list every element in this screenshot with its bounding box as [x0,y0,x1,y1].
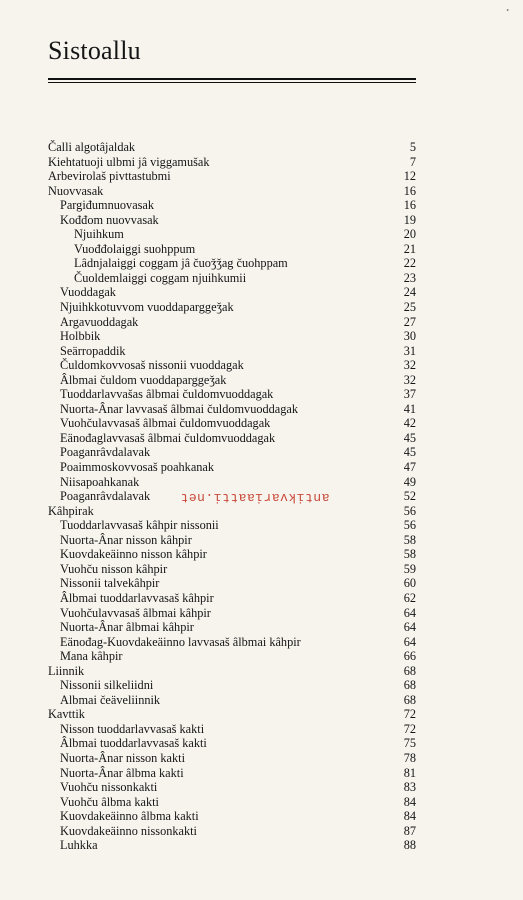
toc-entry-label: Nuorta-Ânar nisson kâhpir [60,532,192,547]
toc-entry-label: Nuorta-Ânar âlbma kakti [60,765,184,780]
toc-entry [48,780,416,795]
toc-entry [48,707,416,722]
toc-entry [48,358,416,373]
toc-entry-label: Kiehtatuoji ulbmi jâ viggamušak [48,154,210,169]
toc-entry-page-number: 84 [403,809,416,824]
toc-entry [48,635,416,650]
toc-entry-label: Luhkka [60,838,98,853]
toc-entry-label: Tuoddarlavvašas âlbmai čuldomvuoddagak [60,387,274,402]
toc-entry [48,795,416,810]
toc-entry-page-number: 23 [403,270,416,285]
toc-entry-label: Âlbmai tuoddarlavvasaš kâhpir [60,590,214,605]
toc-entry [48,649,416,664]
toc-entry-page-number: 68 [403,678,416,693]
toc-entry-label: Čuoldemlaiggi coggam njuihkumii [74,270,247,285]
toc-entry-page-number: 60 [403,576,416,591]
toc-entry [48,373,416,388]
toc-entry-page-number: 20 [403,227,416,242]
toc-entry-page-number: 72 [403,721,416,736]
toc-entry-page-number: 62 [403,590,416,605]
toc-entry-page-number: 42 [403,416,416,431]
toc-entry-page-number: 49 [403,474,416,489]
toc-entry-page-number: 68 [403,692,416,707]
toc-entry-page-number: 81 [403,765,416,780]
toc-entry [48,300,416,315]
toc-entry [48,751,416,766]
toc-entry [48,460,416,475]
toc-entry-page-number: 5 [409,140,416,154]
toc-entry [48,824,416,839]
toc-entry [48,722,416,737]
toc-entry-label: Čuldomkovvosaš nissonii vuoddagak [60,358,244,373]
toc-entry-label: Nuovvasak [48,183,104,198]
toc-entry-label: Nuorta-Ânar nisson kakti [60,750,185,765]
toc-entry [48,387,416,402]
toc-entry-label: Vuođđolaiggi suohppum [74,241,196,256]
toc-entry [48,838,416,853]
toc-entry-label: Lâdnjalaiggi coggam jâ čuoǯǯag čuohppam [74,256,288,271]
toc-entry-page-number: 45 [403,445,416,460]
toc-entry-page-number: 68 [403,663,416,678]
toc-entry-label: Nuorta-Ânar âlbmai kâhpir [60,620,194,635]
toc-entry [48,809,416,824]
toc-entry-label: Kavttik [48,707,85,722]
corner-mark: • [506,6,509,15]
toc-entry [48,475,416,490]
toc-entry-label: Âlbmai čuldom vuoddaparggeǯak [60,372,227,387]
toc-entry-label: Vuoddagak [60,285,116,300]
toc-entry [48,344,416,359]
toc-entry-label: Arbevirolaš pivttastubmi [48,169,171,184]
toc-entry [48,591,416,606]
toc-entry [48,547,416,562]
toc-entry-page-number: 32 [403,358,416,373]
toc-entry [48,256,416,271]
toc-entry-page-number: 45 [403,430,416,445]
toc-entry-label: Nuorta-Ânar lavvasaš âlbmai čuldomvuoddagak [60,401,299,416]
toc-entry [48,504,416,519]
toc-entry-label: Niisapoahkanak [60,474,140,489]
toc-entry-page-number: 21 [403,241,416,256]
toc-entry-page-number: 16 [403,183,416,198]
toc-entry [48,576,416,591]
toc-entry [48,431,416,446]
toc-entry-label: Mana kâhpir [60,649,123,664]
toc-entry-page-number: 30 [403,329,416,344]
page-title: Sistoallu [48,36,141,65]
toc-entry-page-number: 58 [403,532,416,547]
toc-entry [48,620,416,635]
toc-entry-page-number: 27 [403,314,416,329]
toc-entry-label: Kuovdakeäinno âlbma kakti [60,809,199,824]
toc-entry [48,402,416,417]
toc-entry-page-number: 84 [403,794,416,809]
toc-entry-page-number: 47 [403,460,416,475]
toc-entry [48,242,416,257]
toc-entry-page-number: 72 [403,707,416,722]
toc-entry [48,416,416,431]
toc-entry [48,169,416,184]
toc-entry-page-number: 88 [403,838,416,853]
toc-entry-label: Nissonii talvekâhpir [60,576,160,591]
toc-entry-label: Kâhpirak [48,503,94,518]
toc-entry-page-number: 64 [403,620,416,635]
toc-entry-label: Seärropaddik [60,343,126,358]
toc-entry-page-number: 56 [403,518,416,533]
toc-entry-label: Vuohču âlbma kakti [60,794,159,809]
toc-entry [48,198,416,213]
toc-entry-label: Poaganrâvdalavak [60,445,151,460]
toc-entry-page-number: 64 [403,634,416,649]
toc-entry-page-number: 32 [403,372,416,387]
toc-entry [48,562,416,577]
toc-entry-page-number: 78 [403,750,416,765]
toc-entry [48,664,416,679]
toc-entry-page-number: 12 [403,169,416,184]
toc-entry-page-number: 64 [403,605,416,620]
toc-entry-label: Eänođaglavvasaš âlbmai čuldomvuoddagak [60,430,276,445]
toc-entry-page-number: 19 [403,212,416,227]
toc-entry [48,227,416,242]
toc-entry [48,693,416,708]
toc-entry-label: Njuihkum [74,227,124,242]
toc-entry-page-number: 7 [409,154,416,169]
toc-entry [48,518,416,533]
toc-entry [48,315,416,330]
toc-entry-label: Pargiđumnuovasak [60,198,155,213]
toc-entry-label: Poaganrâvdalavak [60,489,151,504]
toc-entry-page-number: 31 [403,343,416,358]
toc-entry-label: Kuovdakeäinno nisson kâhpir [60,547,207,562]
toc-entry-label: Vuohčulavvasaš âlbmai kâhpir [60,605,211,620]
toc-entry-label: Kuovdakeäinno nissonkakti [60,823,197,838]
toc-entry [48,140,416,155]
toc-entry-label: Vuohču nissonkakti [60,780,158,795]
toc-entry-label: Liinnik [48,663,85,678]
toc-entry-page-number: 22 [403,256,416,271]
toc-entry-page-number: 16 [403,198,416,213]
toc-entry [48,736,416,751]
toc-entry-page-number: 83 [403,780,416,795]
toc-entry-page-number: 56 [403,503,416,518]
toc-entry-page-number: 52 [403,489,416,504]
toc-entry-label: Vuohču nisson kâhpir [60,561,168,576]
toc-entry [48,533,416,548]
title-rule-thin [48,82,416,83]
toc-entry-label: Njuihkkotuvvom vuoddaparggeǯak [60,300,234,315]
toc-entry-label: Vuohčulavvasaš âlbmai čuldomvuoddagak [60,416,271,431]
toc-entry-page-number: 41 [403,401,416,416]
toc-entry [48,445,416,460]
toc-entry-page-number: 58 [403,547,416,562]
toc-entry-page-number: 66 [403,649,416,664]
toc-entry-label: Albmai čeäveliinnik [60,692,161,707]
toc-entry [48,271,416,286]
watermark-stamp: antikvariaatti.net [180,490,330,505]
toc-entry-label: Poaimmoskovvosaš poahkanak [60,460,215,475]
toc-entry-label: Nisson tuoddarlavvasaš kakti [60,721,205,736]
toc-entry-page-number: 24 [403,285,416,300]
toc-entry-page-number: 87 [403,823,416,838]
toc-entry-label: Čalli algotâjaldak [48,140,136,154]
toc-entry-label: Kođđom nuovvasak [60,212,159,227]
toc-entry-label: Nissonii silkeliidni [60,678,154,693]
toc-entry-label: Eänođag-Kuovdakeäinno lavvasaš âlbmai kâhpir [60,634,301,649]
toc-entry-label: Argavuoddagak [60,314,139,329]
toc-entry-page-number: 75 [403,736,416,751]
toc-entry [48,678,416,693]
toc-entry [48,184,416,199]
toc-entry-label: Holbbik [60,329,101,344]
toc-entry [48,606,416,621]
toc-entry-page-number: 37 [403,387,416,402]
toc-entry-page-number: 59 [403,561,416,576]
toc-entry [48,285,416,300]
title-rule-thick [48,78,416,80]
toc-entry-page-number: 25 [403,300,416,315]
toc-entry [48,329,416,344]
toc-entry [48,766,416,781]
toc-entry-label: Tuoddarlavvasaš kâhpir nissonii [60,518,219,533]
toc-entry-label: Âlbmai tuoddarlavvasaš kakti [60,736,207,751]
toc-entry [48,213,416,228]
toc-entry [48,155,416,170]
